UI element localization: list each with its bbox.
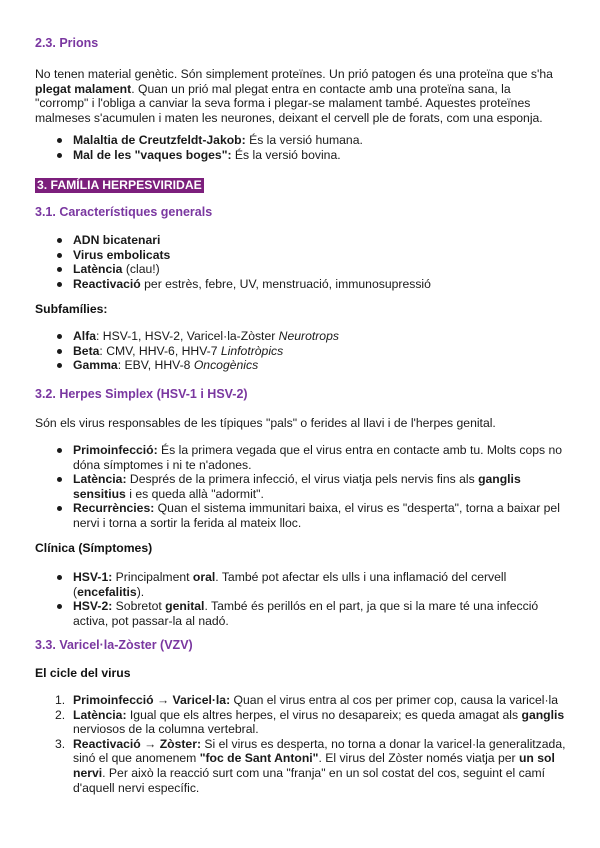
section-heading-hsv: 3.2. Herpes Simplex (HSV-1 i HSV-2) <box>35 387 248 401</box>
list-line <box>73 585 570 600</box>
list-line <box>73 501 570 516</box>
list-line <box>73 708 570 723</box>
list-number: 3. <box>55 736 66 751</box>
list-item-bold: ganglis <box>478 472 521 487</box>
list-item-text: i es queda allà "adormit". <box>125 486 264 501</box>
list-item-term: HSV-2: <box>73 599 113 614</box>
list-item-text: Després de la primera infecció, el virus viatja pels nervis fins als <box>126 472 479 487</box>
list-item-text: : HSV-1, HSV-2, Varicel·la-Zòster <box>96 329 279 343</box>
list-item-italic: Linfotròpics <box>220 343 284 358</box>
list-item-term: Primoinfecció → Varicel·la: <box>73 693 231 707</box>
list-item-text: És la versió bovina. <box>231 147 341 162</box>
list-line: activa, pot passar-la al nadó. <box>73 613 229 628</box>
list-item-text: Quan el virus entra al cos per primer cop, causa la varicel·la <box>230 693 558 707</box>
list-item-term: HSV-1: <box>73 570 113 584</box>
list-item <box>35 133 570 148</box>
list-item-italic: Neurotrops <box>278 329 339 343</box>
list-item <box>35 148 570 163</box>
list-item-term: Gamma <box>73 358 118 373</box>
cycle-list <box>35 693 570 795</box>
list-item-bold: "foc de Sant Antoni" <box>199 751 319 766</box>
list-line <box>73 443 570 458</box>
clinica-label: Clínica (Símptomes) <box>35 541 153 555</box>
list-item-term: Beta <box>73 343 100 358</box>
list-item-italic: Oncogènics <box>193 358 259 373</box>
list-item <box>35 358 570 373</box>
list-item-bold: oral <box>192 570 216 584</box>
cycle-label: El cicle del virus <box>35 666 131 680</box>
list-item-bold: un sol <box>518 751 555 766</box>
prions-line-2 <box>35 82 570 97</box>
list-item <box>35 472 570 501</box>
list-item-term: Alfa <box>73 329 97 343</box>
list-item-text: . El virus del Zòster només viatja per <box>318 751 519 766</box>
list-item <box>35 501 570 530</box>
list-item-term: Primoinfecció: <box>73 443 158 457</box>
list-line <box>73 751 570 766</box>
prions-line-1: No tenen material genètic. Són simplement proteïnes. Un prió patogen és una proteïna que s'ha <box>35 67 553 81</box>
list-item-term: Virus embolicats <box>73 247 171 262</box>
list-item-text: Sobretot <box>112 599 166 614</box>
list-item-term: ADN bicatenari <box>73 233 161 247</box>
hsv-intro: Són els virus responsables de les típiques "pals" o ferides al llavi i de l'herpes genital. <box>35 416 496 430</box>
list-item <box>35 344 570 359</box>
prions-line-2-text: . Quan un prió mal plegat entra en contacte amb una proteïna sana, la <box>131 81 511 96</box>
list-item-term: Malaltia de Creutzfeldt-Jakob: <box>73 133 246 147</box>
subfamilies-label: Subfamílies: <box>35 302 108 316</box>
list-item-term: Latència <box>73 262 123 277</box>
list-item-bold: sensitius <box>73 486 126 501</box>
list-item-text: (clau!) <box>122 262 160 277</box>
list-item-text: Principalment <box>112 570 193 584</box>
prions-paragraph <box>35 67 570 125</box>
list-item-text: : EBV, HHV-8 <box>117 358 194 373</box>
list-line: d'aquell nervi específic. <box>73 780 200 795</box>
prions-list <box>35 133 570 162</box>
general-list <box>35 233 570 291</box>
list-item <box>35 443 570 472</box>
list-line <box>73 599 570 614</box>
list-item <box>35 277 570 292</box>
list-line <box>73 570 570 585</box>
list-item-text: És la primera vegada que el virus entra en contacte amb tu. Molts cops no <box>157 443 563 457</box>
list-item-text: per estrès, febre, UV, menstruació, immunosupressió <box>140 276 431 291</box>
list-item-term: Mal de les "vaques boges": <box>73 147 232 162</box>
list-item-term: Recurrències: <box>73 501 155 516</box>
list-line <box>73 693 570 708</box>
list-item-text: . També és perillós en el part, ja que si la mare té una infecció <box>204 599 539 614</box>
list-item-text: : CMV, HHV-6, HHV-7 <box>99 343 221 358</box>
list-item <box>35 708 570 737</box>
list-item-term: Reactivació <box>73 276 141 291</box>
list-item <box>35 737 570 795</box>
list-item <box>35 248 570 263</box>
list-item-bold: genital <box>165 599 205 614</box>
list-line <box>73 737 570 752</box>
list-line <box>73 766 570 781</box>
list-item-bold: ganglis <box>521 707 565 722</box>
list-line: nervi i torna a sortir la ferida al mateix lloc. <box>73 515 302 530</box>
list-item-text: . Per això la reacció surt com una "franja" en un sol costat del cos, seguint el camí <box>102 765 546 780</box>
list-line <box>73 472 570 487</box>
list-item-text: Quan el sistema immunitari baixa, el virus es "desperta", torna a baixar pel <box>154 501 560 516</box>
section-heading-general: 3.1. Característiques generals <box>35 205 213 219</box>
list-item <box>35 599 570 628</box>
list-item-term: Latència: <box>73 472 127 487</box>
list-item-text: Si el virus es desperta, no torna a donar la varicel·la generalitzada, <box>201 736 566 751</box>
list-item-text: . També pot afectar els ulls i una inflamació del cervell <box>215 570 507 584</box>
section-heading-prions: 2.3. Prions <box>35 36 99 50</box>
hsv-list <box>35 443 570 531</box>
list-item-text: ( <box>73 584 78 599</box>
prions-line-4: malmeses s'acumulen i maten les neurones, deixant el cervell ple de forats, com una esponja. <box>35 110 543 125</box>
list-line: dóna símptomes i ni te n'adones. <box>73 457 252 472</box>
list-item <box>35 262 570 277</box>
prions-line-3: "corromp" i l'obliga a canviar la seva forma i plegar-se malament també. Aquestes proteïnes <box>35 96 531 111</box>
list-line: nerviosos de la columna vertebral. <box>73 722 259 737</box>
list-item-bold: nervi <box>73 765 103 780</box>
clinica-list <box>35 570 570 628</box>
list-item <box>35 693 570 708</box>
list-item <box>35 570 570 599</box>
list-item-bold: encefalitis <box>77 584 137 599</box>
list-item-text: sinó el que anomenem <box>73 751 200 766</box>
list-number: 2. <box>55 707 66 722</box>
list-item-text: ). <box>136 584 145 599</box>
list-item <box>35 329 570 344</box>
list-item-text: És la versió humana. <box>245 133 363 147</box>
list-item-term: Latència: <box>73 707 127 722</box>
chapter-banner: 3. FAMÍLIA HERPESVIRIDAE <box>37 178 202 192</box>
prions-bold-term: plegat malament <box>35 81 132 96</box>
list-number: 1. <box>55 693 66 707</box>
list-item <box>35 233 570 248</box>
subfamilies-list <box>35 329 570 373</box>
list-item-text: Igual que els altres herpes, el virus no desapareix; es queda amagat als <box>126 707 522 722</box>
list-item-term: Reactivació → Zòster: <box>73 736 202 751</box>
section-heading-vzv: 3.3. Varicel·la-Zòster (VZV) <box>35 638 193 652</box>
list-line <box>73 487 570 502</box>
